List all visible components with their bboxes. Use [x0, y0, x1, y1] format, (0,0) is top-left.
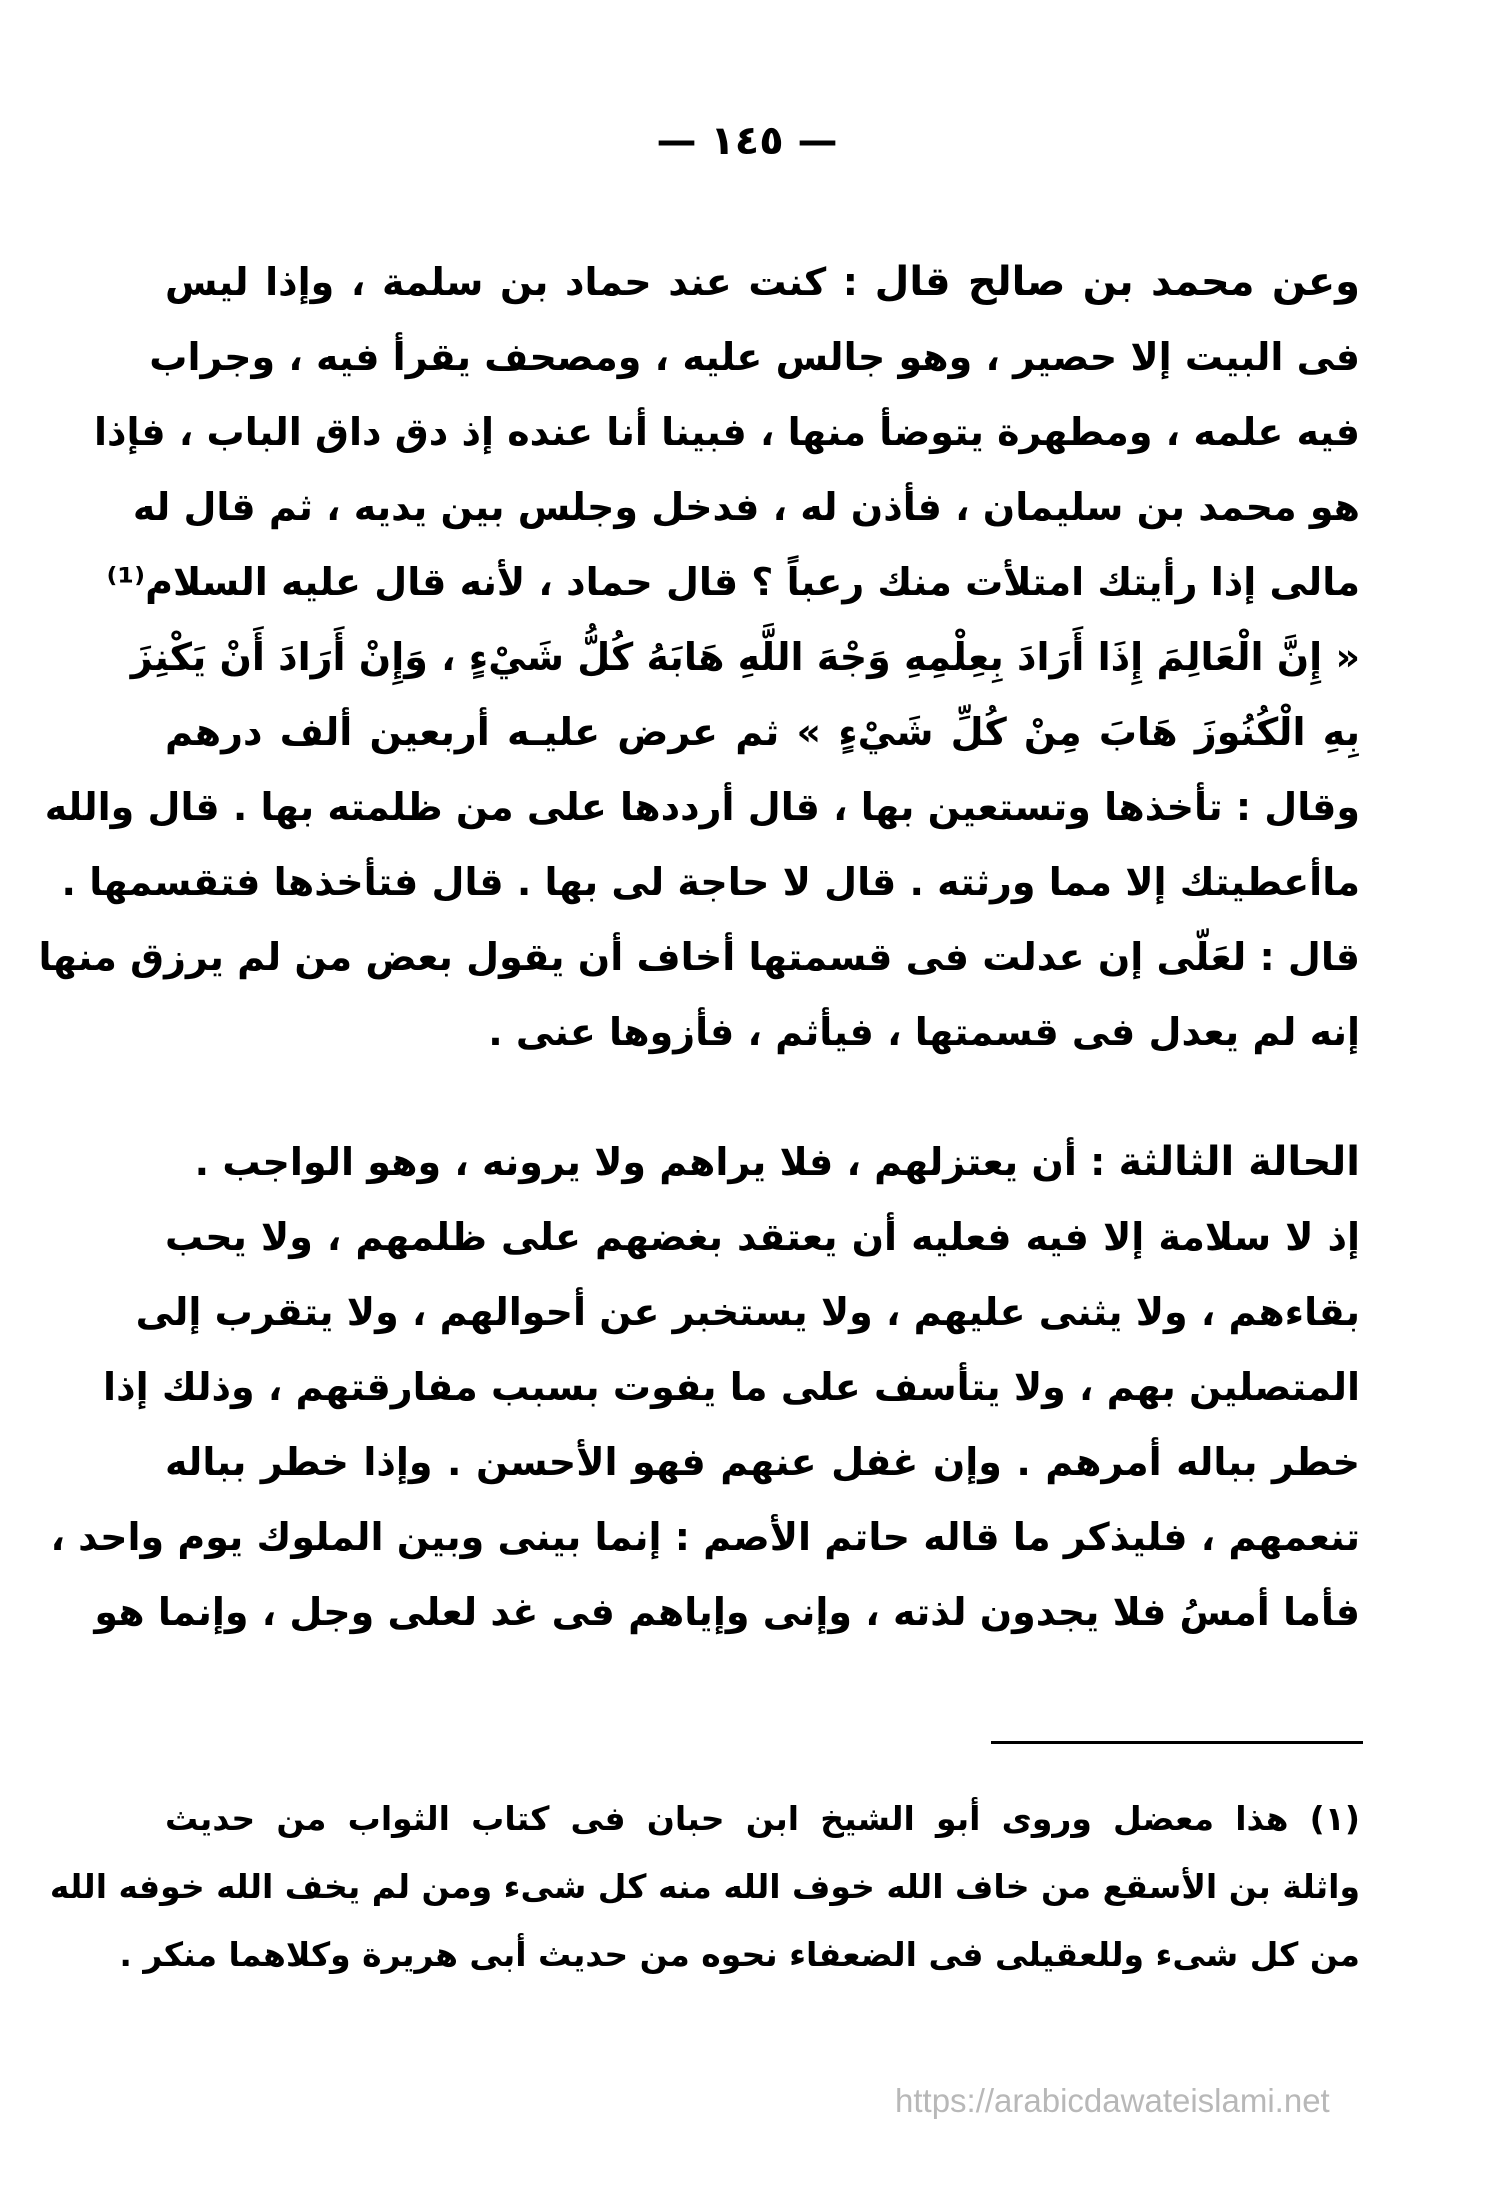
- watermark-url: https://arabicdawateislami.net: [895, 2082, 1330, 2119]
- footnote: [49, 1785, 1360, 1989]
- text-line: فيه علمه ، ومطهرة يتوضأ منها ، فبينا أنا عنده إذ دق داق الباب ، فإذا: [93, 410, 1360, 454]
- text-line: خطر بباله أمرهم . وإن غفل عنهم فهو الأحسن . وإذا خطر بباله: [165, 1440, 1360, 1484]
- text-line: إذ لا سلامة إلا فيه فعليه أن يعتقد بغضهم على ظلمهم ، ولا يحب: [165, 1215, 1360, 1259]
- text-line-content: : كنت عند حماد بن سلمة ، وإذا ليس: [165, 260, 858, 304]
- text-line: المتصلين بهم ، ولا يتأسف على ما يفوت بسبب مفارقتهم ، وذلك إذا: [103, 1365, 1360, 1409]
- text-line: إنه لم يعدل فى قسمتها ، فيأثم ، فأزوها عنى .: [488, 1010, 1360, 1054]
- text-line: تنعمهم ، فليذكر ما قاله حاتم الأصم : إنما بينى وبين الملوك يوم واحد ،: [50, 1515, 1360, 1559]
- text-line: هو محمد بن سليمان ، فأذن له ، فدخل وجلس بين يديه ، ثم قال له: [132, 485, 1360, 529]
- text-line: بقاءهم ، ولا يثنى عليهم ، ولا يستخبر عن أحوالهم ، ولا يتقرب إلى: [135, 1290, 1360, 1334]
- text-line: وقال : تأخذها وتستعين بها ، قال أرددها على من ظلمته بها . قال والله: [44, 785, 1360, 829]
- text-line: مالى إذا رأيتك امتلأت منك رعباً ؟ قال حماد ، لأنه قال عليه السلام⁽¹⁾: [106, 560, 1360, 604]
- footnote-line: من كل شىء وللعقيلى فى الضعفاء نحوه من حديث أبى هريرة وكلاهما منكر .: [119, 1935, 1360, 1974]
- page-number: — ١٤٥ —: [656, 118, 838, 164]
- paragraph-2: [50, 1125, 1360, 1650]
- text-line-content: : أن يعتزلهم ، فلا يراهم ولا يرونه ، وهو الواجب .: [194, 1140, 1106, 1184]
- text-line: [165, 245, 1360, 320]
- paragraph-lead: وعن محمد بن صالح قال: [874, 259, 1361, 305]
- text-line: ماأعطيتك إلا مما ورثته . قال لا حاجة لى بها . قال فتأخذها فتقسمها .: [61, 860, 1360, 904]
- paragraph-1: [38, 245, 1361, 1070]
- footnote-line: (١) هذا معضل وروى أبو الشيخ ابن حبان فى كتاب الثواب من حديث: [165, 1799, 1360, 1838]
- quran-hadith-line: بِهِ الْكُنُوزَ هَابَ مِنْ كُلِّ شَيْءٍ » ثم عرض عليـه أربعين ألف درهم: [165, 710, 1360, 754]
- paragraph-lead: الحالة الثالثة: [1118, 1139, 1360, 1185]
- quran-hadith-line: « إِنَّ الْعَالِمَ إِذَا أَرَادَ بِعِلْمِهِ وَجْهَ اللَّهِ هَابَهُ كُلُّ شَيْءٍ ، وَإِنْ أَرَادَ أَنْ يَكْنِزَ: [130, 635, 1360, 679]
- text-line: فى البيت إلا حصير ، وهو جالس عليه ، ومصحف يقرأ فيه ، وجراب: [149, 335, 1360, 379]
- footnote-line: واثلة بن الأسقع من خاف الله خوف الله منه كل شىء ومن لم يخف الله خوفه الله: [49, 1867, 1360, 1906]
- text-line: قال : لعَلّى إن عدلت فى قسمتها أخاف أن يقول بعض من لم يرزق منها: [38, 935, 1360, 979]
- text-line: [165, 1125, 1360, 1200]
- text-line: فأما أمسُ فلا يجدون لذته ، وإنى وإياهم فى غد لعلى وجل ، وإنما هو: [94, 1590, 1360, 1634]
- footnote-divider: [991, 1741, 1363, 1744]
